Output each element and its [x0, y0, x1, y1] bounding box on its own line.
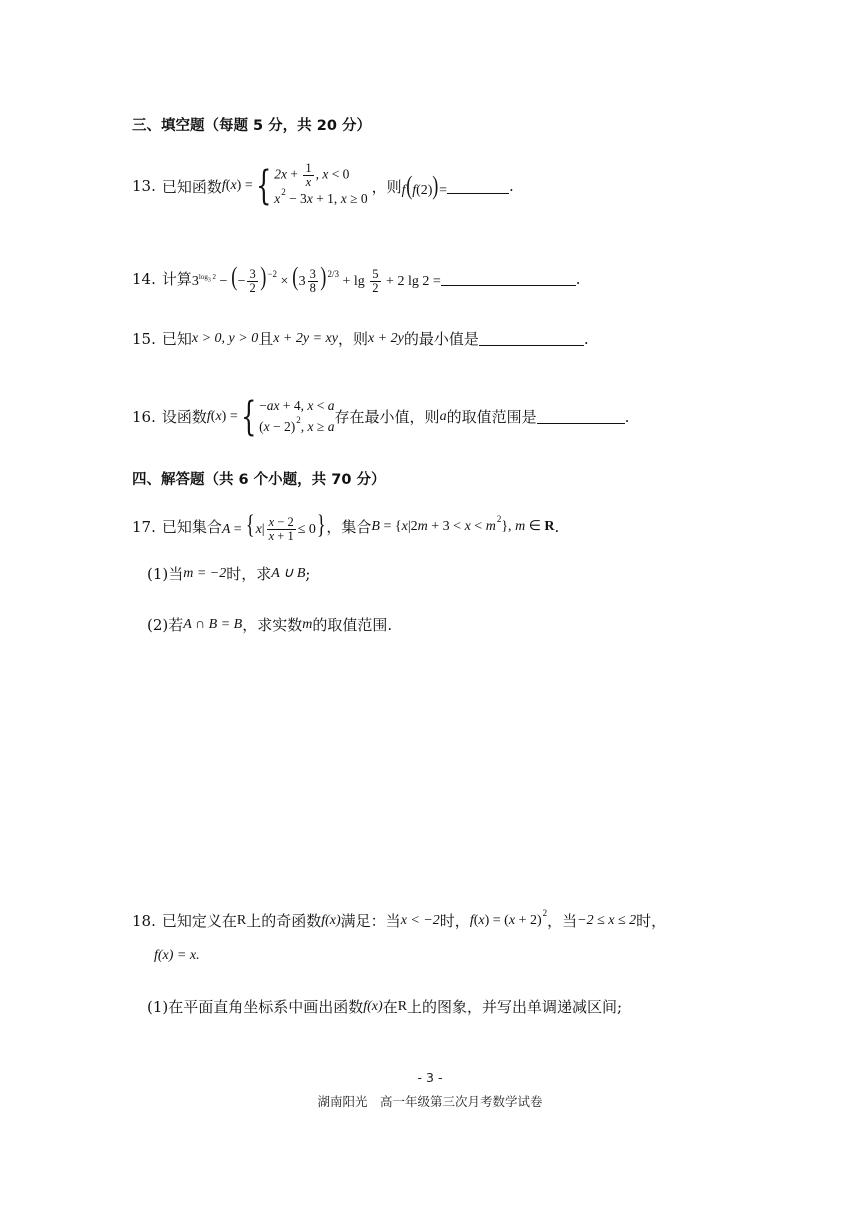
- question-text: 已知集合: [161, 518, 222, 537]
- condition: x < −2: [400, 912, 440, 928]
- question-text: 存在最小值，则: [334, 408, 440, 427]
- question-text: 计算: [161, 270, 192, 289]
- part-text: (1)当: [147, 565, 184, 583]
- equation: f(x) = x.: [154, 948, 200, 963]
- part-text: (2)若: [147, 616, 184, 634]
- answer-blank[interactable]: [447, 179, 509, 194]
- question-13: [132, 162, 514, 210]
- part-text: ，求实数: [242, 616, 303, 634]
- answer-blank[interactable]: [537, 409, 625, 424]
- piecewise-cases: −ax + 4, x < a $(x - 2)^2$, x ≥ a: [259, 398, 335, 434]
- set-b: $B = \{x|2m + 3 < x < m^2\}$, m ∈ R: [371, 514, 555, 535]
- period: .: [554, 517, 560, 536]
- part-text: 在: [382, 998, 398, 1016]
- question-text: 上的奇函数: [246, 912, 322, 930]
- question-17-part-2: [147, 614, 392, 635]
- question-14: [132, 262, 581, 295]
- equation: $f(x) = (x + 2)^2$: [469, 907, 548, 928]
- equation: x + 2y = xy: [273, 330, 338, 346]
- expression: f(f(2))=: [401, 171, 447, 201]
- piecewise-cases: 2x + $\frac{1}{x}$ , x < 0 $x^2 - 3x + 1$, x ≥ 0: [274, 161, 368, 207]
- question-text: 设函数: [161, 408, 207, 427]
- question-number: 15.: [132, 329, 156, 348]
- period: .: [624, 407, 630, 426]
- page-number: - 3 -: [417, 1070, 443, 1085]
- question-16: [132, 393, 630, 440]
- condition: −2 ≤ x ≤ 2: [577, 912, 637, 928]
- set-r: R: [236, 912, 247, 928]
- expression: $3^{log_3 2}$ − (− $\frac{3}{2}$ )$^{-2}$ × (3 $\frac{3}{8}$ )$^{2/3}$ + lg $\frac{5}{2}$ + 2 lg 2 =: [191, 262, 441, 296]
- question-15: [132, 328, 589, 349]
- question-text: 的取值范围是: [446, 408, 537, 427]
- question-number: 18.: [132, 911, 156, 930]
- set-r: R: [397, 998, 408, 1014]
- question-text: 时，: [439, 912, 470, 930]
- period: .: [508, 177, 514, 196]
- section-title: 三、填空题（每题 5 分，共 20 分）: [132, 118, 371, 134]
- question-text: ，当: [547, 912, 578, 930]
- function: f(x): [321, 912, 341, 928]
- question-number: 17.: [132, 517, 156, 536]
- part-text: 的取值范围.: [312, 616, 393, 634]
- set-a: A = {x| $\frac{x - 2}{x + 1}$ ≤ 0}: [221, 510, 326, 544]
- part-text: 上的图象，并写出单调递减区间;: [407, 998, 623, 1016]
- brace-icon: {: [255, 163, 272, 210]
- question-number: 14.: [132, 269, 156, 288]
- question-text: 已知定义在: [161, 912, 237, 930]
- section-title: 四、解答题（共 6 个小题，共 70 分）: [132, 472, 386, 488]
- question-text: ，则: [371, 177, 402, 196]
- expression: x + 2y: [367, 330, 404, 346]
- question-17: [132, 510, 559, 543]
- answer-blank[interactable]: [479, 331, 584, 346]
- variable: a: [439, 408, 447, 424]
- condition: A ∩ B = B: [183, 616, 243, 632]
- question-17-part-1: [147, 563, 310, 584]
- section-heading-fill-blank: [132, 114, 371, 135]
- question-text: 已知函数: [161, 177, 222, 196]
- question-18-line-2: [154, 948, 200, 964]
- condition: x > 0, y > 0: [191, 330, 259, 346]
- question-text: ，集合: [326, 518, 372, 537]
- expression: A ∪ B: [271, 566, 306, 581]
- question-number: 16.: [132, 407, 156, 426]
- function: f(x): [363, 998, 383, 1014]
- semicolon: ;: [305, 564, 311, 583]
- part-text: (1)在平面直角坐标系中画出函数: [147, 998, 364, 1016]
- question-18: [132, 907, 667, 931]
- period: .: [575, 269, 581, 288]
- question-18-part-1: [147, 996, 622, 1017]
- question-number: 13.: [132, 177, 156, 196]
- period: .: [583, 329, 589, 348]
- function-definition: f(x) =: [206, 408, 238, 424]
- question-text: 已知: [161, 330, 192, 348]
- section-heading-answers: [132, 468, 385, 489]
- footer-title: 湖南阳光 高一年级第三次月考数学试卷: [317, 1094, 543, 1109]
- function-definition: f(x) =: [221, 178, 253, 194]
- question-text: 满足：当: [340, 912, 401, 930]
- question-text: 且: [258, 330, 274, 348]
- answer-blank[interactable]: [441, 271, 576, 286]
- question-text: ，则: [337, 330, 368, 348]
- brace-icon: {: [240, 393, 257, 440]
- condition: m = −2: [183, 565, 227, 581]
- part-text: 时，求: [226, 565, 272, 583]
- variable: m: [302, 616, 313, 632]
- question-text: 的最小值是: [403, 330, 479, 348]
- question-text: 时，: [636, 912, 667, 930]
